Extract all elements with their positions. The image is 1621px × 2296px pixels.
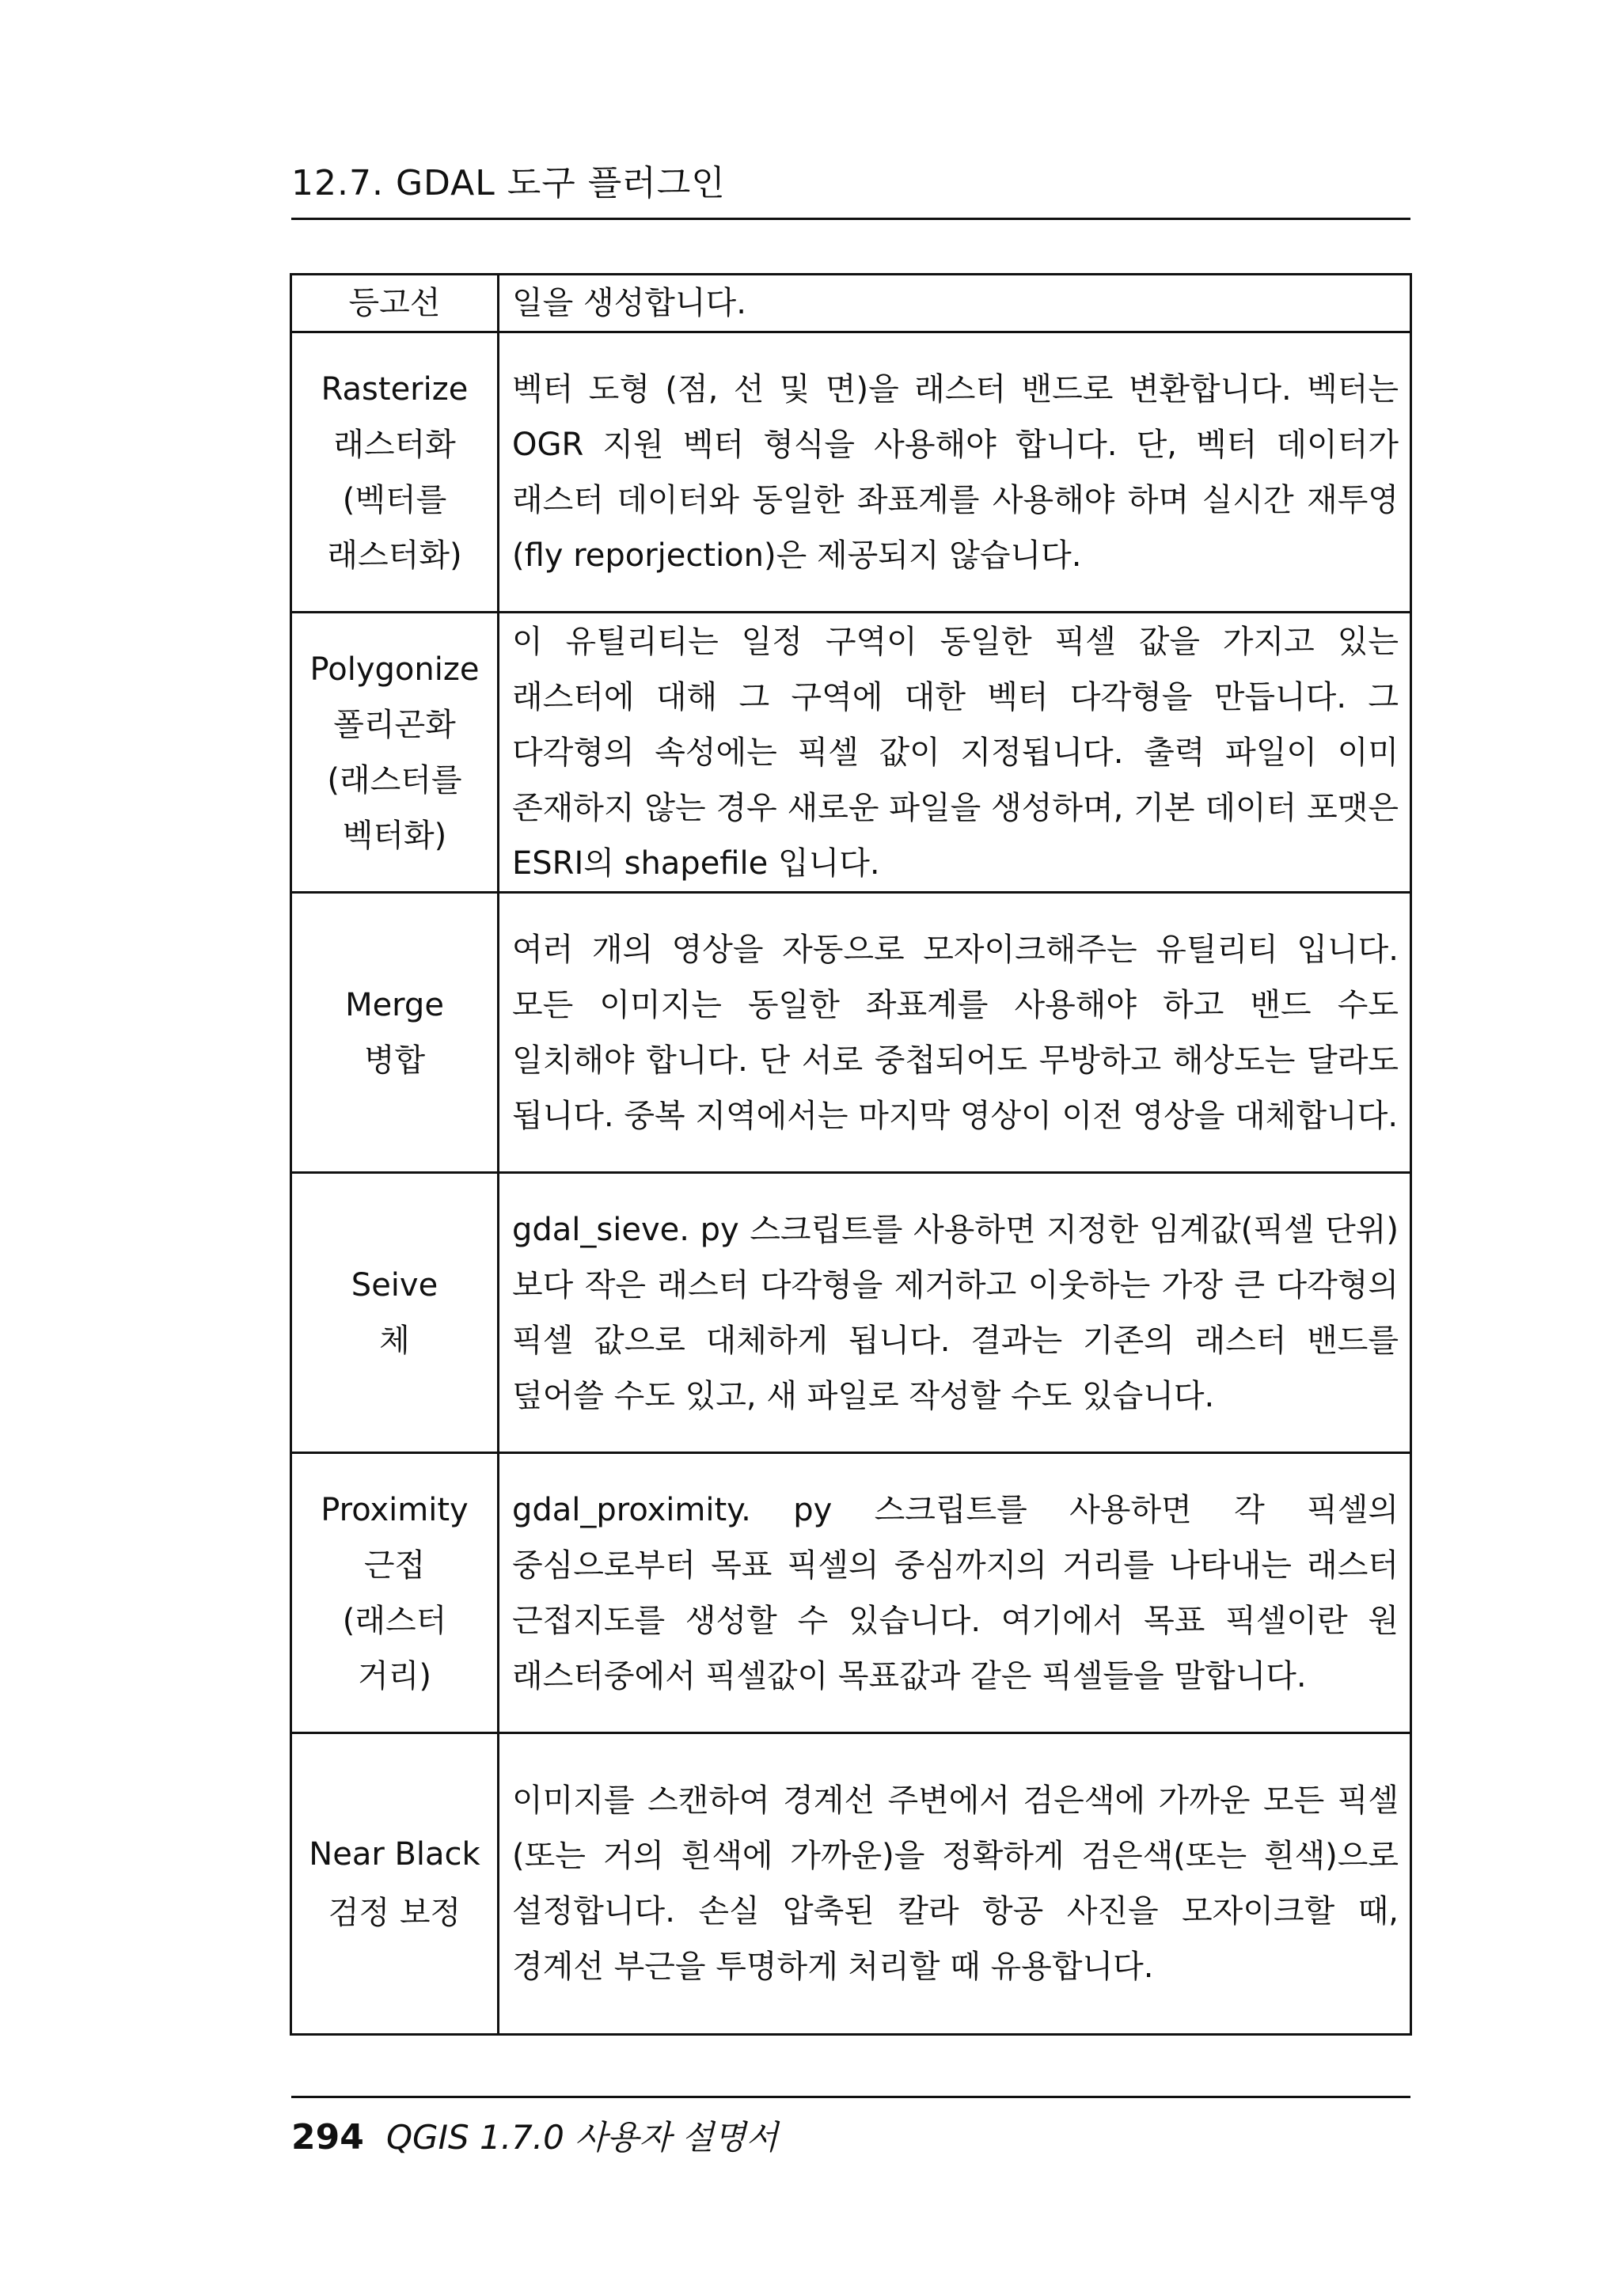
table-row [291, 1733, 1411, 2035]
table-row [291, 275, 1411, 332]
tool-name-line: 등고선 [348, 285, 441, 321]
tool-name-line: Rasterize [321, 370, 469, 408]
tool-name-line: 거리) [358, 1657, 431, 1694]
tool-description: 이 유틸리티는 일정 구역이 동일한 픽셀 값을 가지고 있는 래스터에 대해 그 구역에 대한 벡터 다각형을 만듭니다. 그 다각형의 속성에는 픽셀 값이 지정됩니다. 출력 파일이 이미 존재하지 않는 경우 새로운 파일을 생성하며, 기본 데이터 포맷은 ESRI의 shapefile 입니다. [499, 613, 1411, 893]
tool-name-cell [291, 1733, 499, 2035]
tool-name-line: 병합 [363, 1042, 426, 1079]
tool-description: 여러 개의 영상을 자동으로 모자이크해주는 유틸리티 입니다. 모든 이미지는 동일한 좌표계를 사용해야 하고 밴드 수도 일치해야 합니다. 단 서로 중첩되어도 무방하고 해상도는 달라도 됩니다. 중복 지역에서는 마지막 영상이 이전 영상을 대체합니다. [499, 893, 1411, 1173]
tool-name-line: Near Black [309, 1836, 480, 1873]
tool-description: 벡터 도형 (점, 선 및 면)을 래스터 밴드로 변환합니다. 벡터는 OGR 지원 벡터 형식을 사용해야 합니다. 단, 벡터 데이터가 래스터 데이터와 동일한 좌표계를 사용해야 하며 실시간 재투영(fly reporjection)은 제공되지 않습니다. [499, 332, 1411, 613]
tool-name-cell [291, 613, 499, 893]
tool-name-line: Seive [351, 1266, 438, 1304]
tool-name-line: Polygonize [309, 651, 480, 688]
tool-description: 이미지를 스캔하여 경계선 주변에서 검은색에 가까운 모든 픽셀(또는 거의 흰색에 가까운)을 정확하게 검은색(또는 흰색)으로 설정합니다. 손실 압축된 칼라 항공 사진을 모자이크할 때, 경계선 부근을 투명하게 처리할 때 유용합니다. [499, 1733, 1411, 2035]
tool-name-cell [291, 1453, 499, 1733]
tool-name-line: Merge [345, 986, 444, 1023]
tool-description: 일을 생성합니다. [499, 275, 1411, 332]
tool-name-line: 래스터화) [327, 537, 462, 574]
tool-name-cell [291, 1173, 499, 1453]
tool-name-line: (래스터를 [327, 761, 462, 799]
tool-name-line: 폴리곤화 [333, 706, 456, 743]
tool-name-cell [291, 275, 499, 332]
page-footer [291, 2096, 1410, 2157]
table-row [291, 893, 1411, 1173]
tool-name-line: 검정 보정 [328, 1895, 461, 1931]
page-header [291, 152, 1410, 220]
tool-name-line: Proximity [321, 1491, 469, 1528]
tool-name-line: 벡터화) [342, 817, 447, 854]
tool-name-line: 래스터화 [333, 426, 456, 463]
tool-name-line: (벡터를 [342, 481, 447, 518]
gdal-tools-table [290, 273, 1412, 2036]
section-title: 12.7. GDAL 도구 플러그인 [291, 163, 726, 203]
table-row [291, 1453, 1411, 1733]
page-number: 294 [291, 2117, 364, 2157]
tool-name-line: 체 [379, 1322, 410, 1359]
tool-name-cell [291, 893, 499, 1173]
table-row [291, 613, 1411, 893]
tool-description: gdal_sieve. py 스크립트를 사용하면 지정한 임계값(픽셀 단위)보다 작은 래스터 다각형을 제거하고 이웃하는 가장 큰 다각형의 픽셀 값으로 대체하게 됩니다. 결과는 기존의 래스터 밴드를 덮어쓸 수도 있고, 새 파일로 작성할 수도 있습니다. [499, 1173, 1411, 1453]
tool-name-cell [291, 332, 499, 613]
table-row [291, 1173, 1411, 1453]
tool-description: gdal_proximity. py 스크립트를 사용하면 각 픽셀의 중심으로부터 목표 픽셀의 중심까지의 거리를 나타내는 래스터 근접지도를 생성할 수 있습니다. 여기에서 목표 픽셀이란 원 래스터중에서 픽셀값이 목표값과 같은 픽셀들을 말합니다. [499, 1453, 1411, 1733]
book-title: QGIS 1.7.0 사용자 설명서 [386, 2118, 779, 2157]
tool-name-line: 근접 [363, 1546, 426, 1584]
tool-name-line: (래스터 [342, 1602, 447, 1639]
table-row [291, 332, 1411, 613]
